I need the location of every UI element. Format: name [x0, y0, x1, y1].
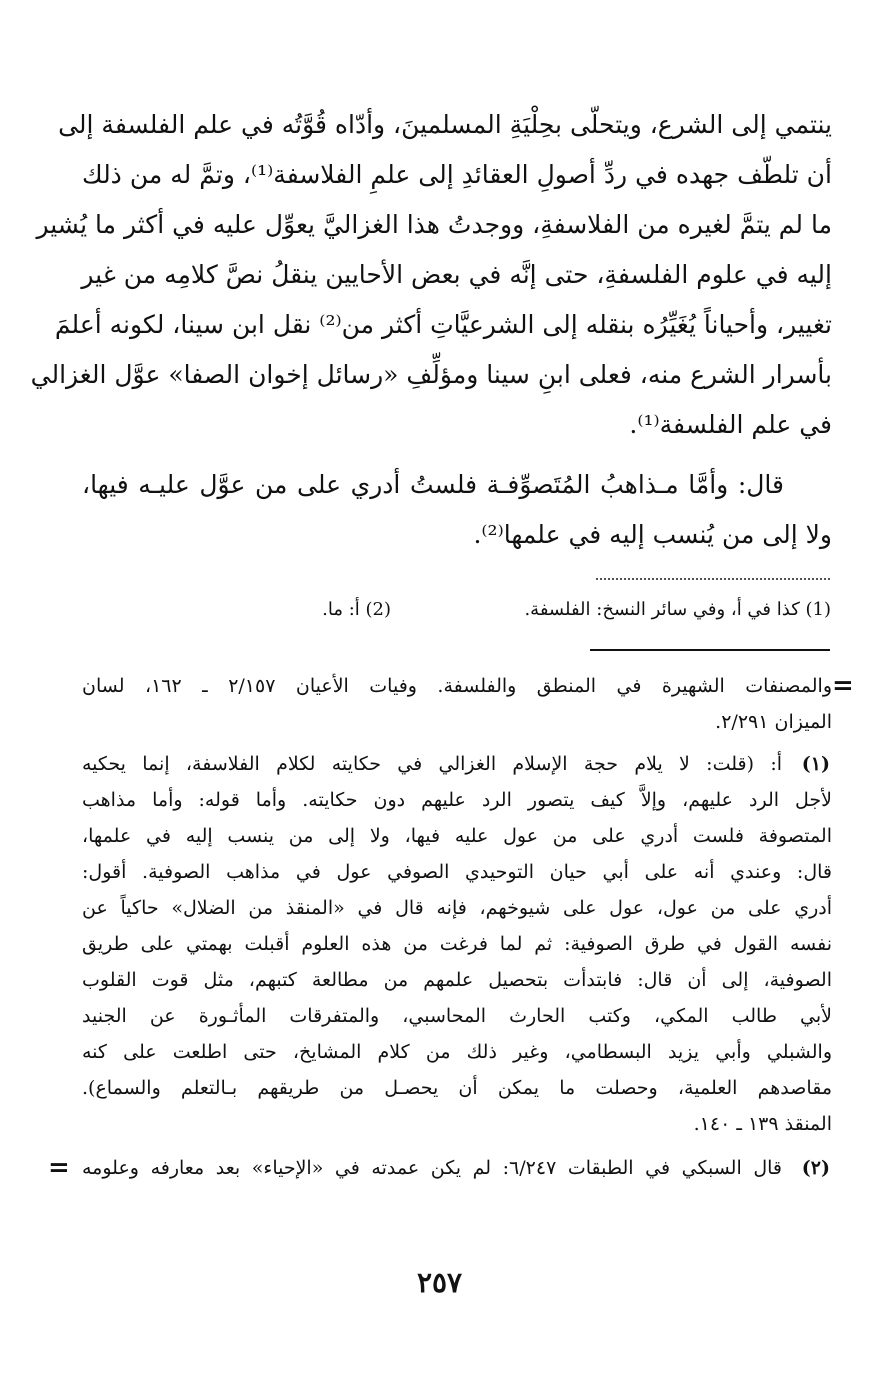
main-text-line: ينتمي إلى الشرع، ويتحلّى بحِلْيَةِ المسلمينَ، وأدّاه قُوَّتُه في علم الفلسفة إلى: [58, 110, 832, 139]
apparatus-note-2: (2) أ: ما.: [322, 599, 391, 620]
footnote-label: (١): [801, 753, 830, 775]
main-text-line: قال: وأمَّا مـذاهبُ المُتَصوِّفـة فلستُ أدري على من عوَّل عليـه فيها،: [82, 470, 784, 499]
footnote-line: أ: (قلت: لا يلام حجة الإسلام الغزالي في حكايته لكلام الفلاسفة، إنما يحكيه: [82, 753, 782, 775]
footnote-line: والمصنفات الشهيرة في المنطق والفلسفة. وفيات الأعيان ٢/١٥٧ ـ ١٦٢، لسان: [82, 675, 832, 697]
footnote-line: أدري على من عول، عول على شيوخهم، فإنه قال في «المنقذ من الضلال» حاكياً عن: [82, 897, 832, 919]
footnote-line: نفسه القول في طرق الصوفية: ثم لما فرغت من هذه العلوم أقبلت بهمتي على طريق: [82, 933, 832, 955]
continuation-marker: =: [48, 1153, 70, 1183]
footnote-line: لأبي طالب المكي، وكتب الحارث المحاسبي، والمتفرقات المأثـورة عن الجنيد: [82, 1005, 832, 1027]
main-text-line: أن تلطّف جهده في ردِّ أصولِ العقائدِ إلى علمِ الفلاسفة⁽¹⁾، وتمَّ له من ذلك: [82, 160, 832, 189]
dotted-separator: [596, 578, 830, 580]
footnote-label: (٢): [801, 1157, 830, 1179]
page-number: ٢٥٧: [416, 1266, 463, 1299]
apparatus-note-1: (1) كذا في أ، وفي سائر النسخ: الفلسفة.: [524, 599, 831, 620]
main-text-line: إليه في علوم الفلسفةِ، حتى إنَّه في بعض الأحايين ينقلُ نصَّ كلامِه من غير: [81, 260, 832, 289]
continuation-marker: =: [832, 671, 854, 701]
footnote-line: المتصوفة فلست أدري على من عول عليه فيها، ولا إلى من ينسب إليه في علمها،: [82, 825, 832, 847]
footnote-rule: [590, 649, 830, 651]
footnote-line: لأجل الرد عليهم، وإلاَّ كيف يتصور الرد عليهم دون حكايته. وأما قوله: وأما مذاهب: [82, 789, 832, 811]
footnote-line: الصوفية، إلى أن قال: فابتدأت بتحصيل علمهم من مطالعة كتبهم، مثل قوت القلوب: [82, 969, 832, 991]
main-text-line: ولا إلى من يُنسب إليه في علمها⁽²⁾.: [473, 520, 832, 549]
main-text-line: في علم الفلسفة⁽¹⁾.: [629, 410, 832, 439]
footnote-line: المنقذ ١٣٩ ـ ١٤٠.: [693, 1113, 832, 1135]
footnote-line: والشبلي وأبي يزيد البسطامي، وغير ذلك من كلام المشايخ، حتى اطلعت على كنه: [82, 1041, 832, 1063]
main-text-line: ما لم يتمَّ لغيره من الفلاسفةِ، ووجدتُ هذا الغزاليَّ يعوِّل عليه في أكثر ما يُشير: [36, 210, 832, 239]
main-text-line: تغيير، وأحياناً يُغَيِّرُه بنقله إلى الشرعيَّاتِ أكثر من⁽²⁾ نقل ابن سينا، لكونه أعلمَ: [54, 310, 832, 339]
footnote-line: قال: وعندي أنه على أبي حيان التوحيدي الصوفي عول في مذاهب الصوفية. أقول:: [82, 861, 832, 883]
footnote-line: قال السبكي في الطبقات ٦/٢٤٧: لم يكن عمدته في «الإحياء» بعد معارفه وعلومه: [82, 1157, 782, 1179]
footnote-line: مقاصدهم العلمية، وحصلت ما يمكن أن يحصـل من طريقهم بـالتعلم والسماع).: [82, 1077, 832, 1099]
main-text-line: بأسرار الشرع منه، فعلى ابنِ سينا ومؤلِّفِ «رسائل إخوان الصفا» عوَّل الغزالي: [30, 360, 832, 389]
footnote-line: الميزان ٢/٢٩١.: [715, 711, 832, 733]
